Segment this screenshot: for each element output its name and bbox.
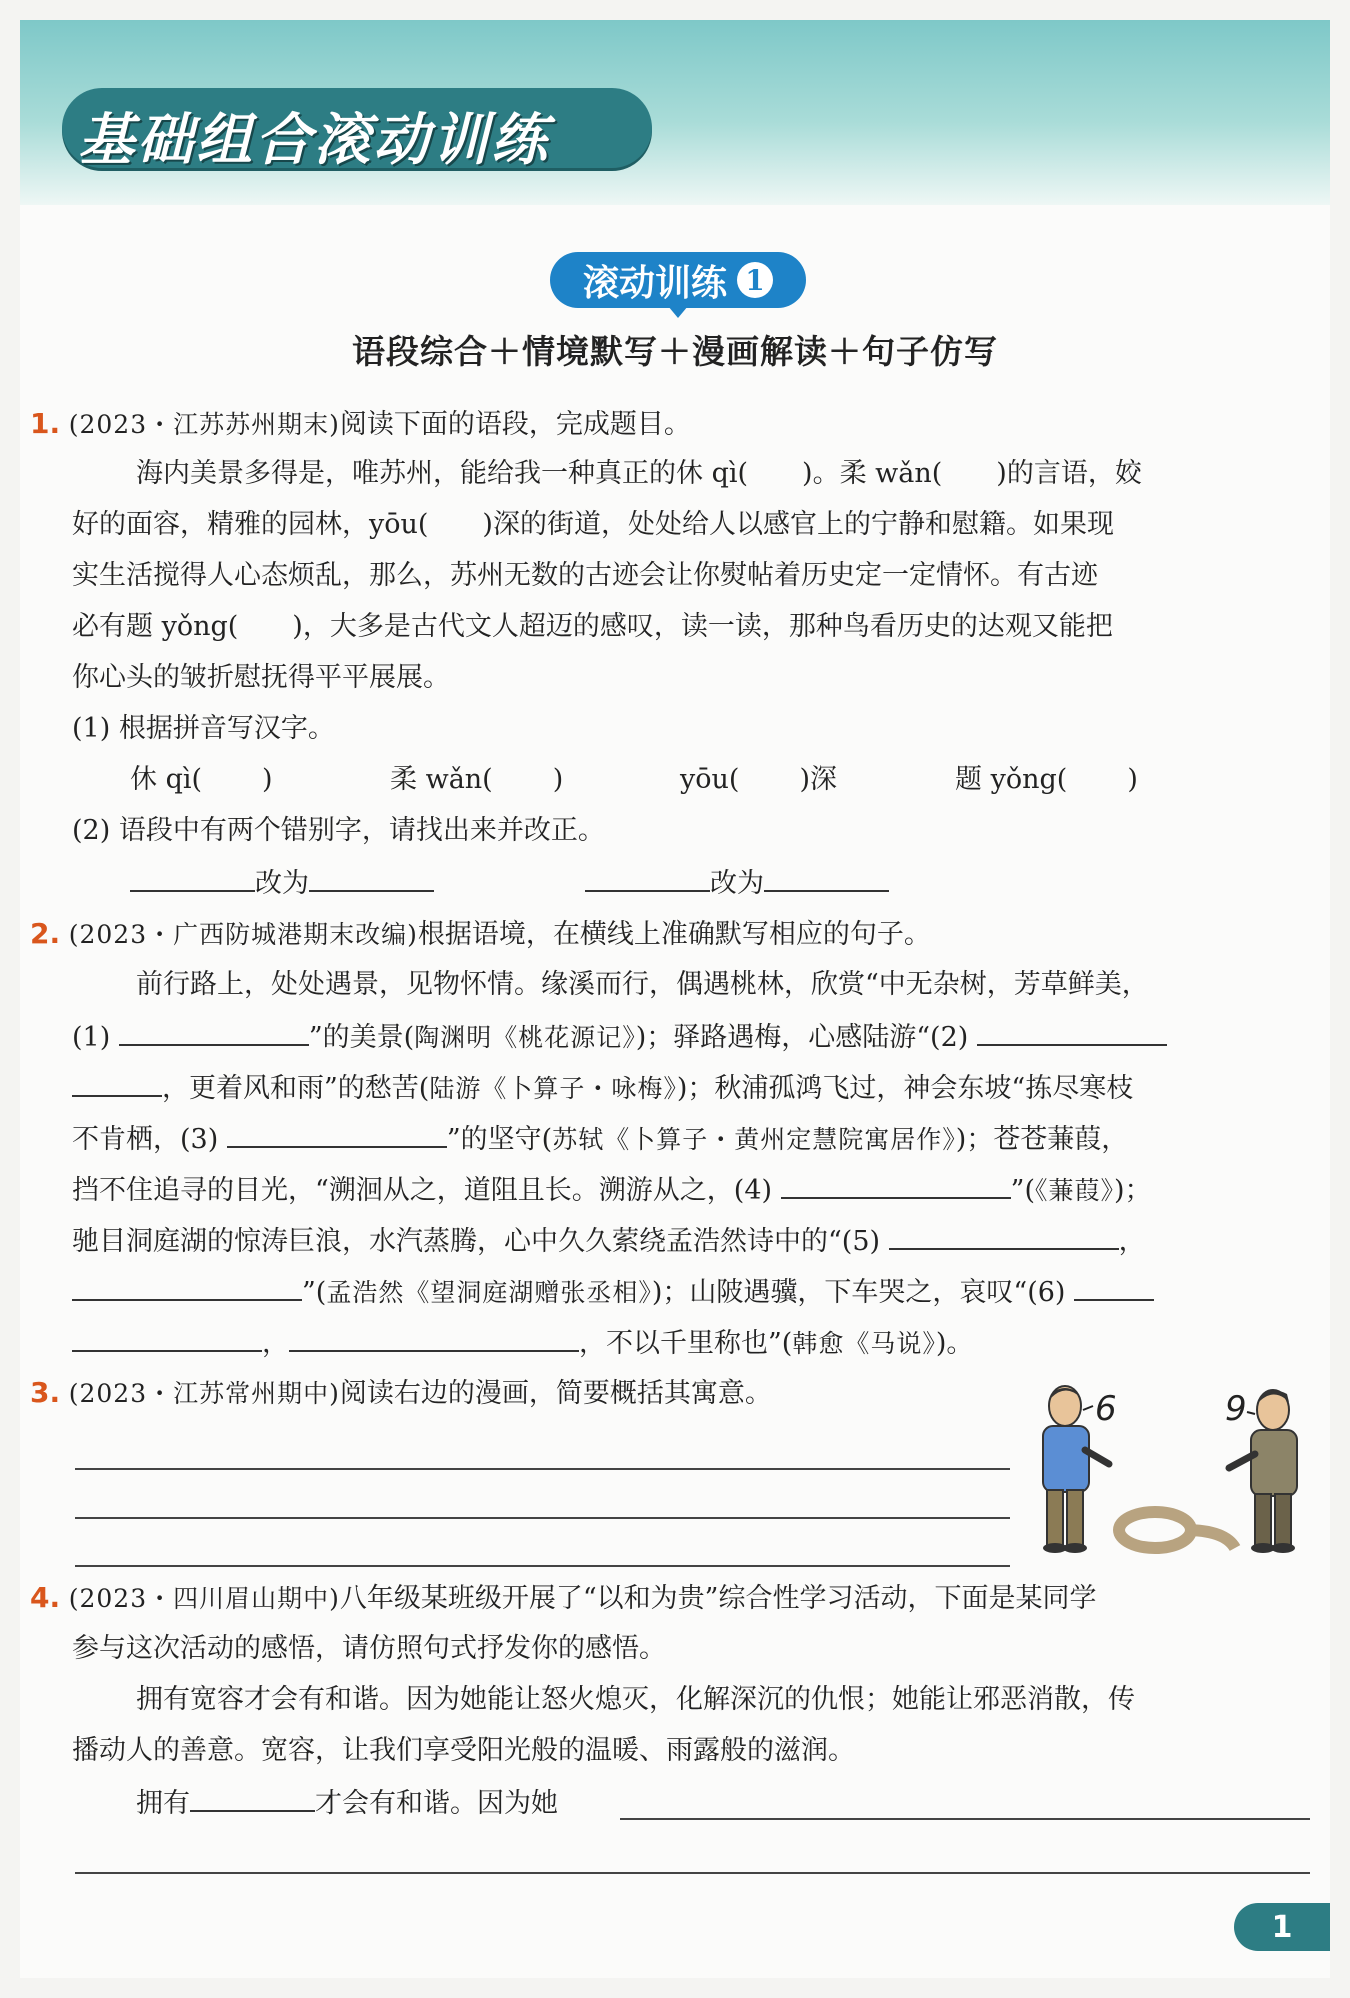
q2-text: ，	[1118, 1226, 1146, 1257]
q2-text: ”(	[302, 1277, 327, 1308]
paren-close: )	[1127, 764, 1138, 795]
q3-number: 3.	[30, 1376, 61, 1409]
unit-label: 滚动训练	[582, 261, 727, 304]
unit-number: 1	[737, 262, 773, 298]
q2-text: ，	[262, 1328, 289, 1359]
q4-fill-text: 才会有和谐。因为她	[315, 1788, 558, 1819]
q1-number: 1.	[30, 407, 61, 440]
q2-text: ”(	[1010, 1175, 1035, 1206]
q1-para-line: 海内美景多得是，唯苏州，能给我一种真正的休 qì( )。柔 wǎn( )的言语，姣	[136, 458, 1142, 489]
cartoon-right-speech: 9	[1225, 1389, 1247, 1429]
q2-text: )。	[935, 1328, 974, 1359]
change-to-label: 改为	[710, 868, 764, 899]
correction-row-1[interactable]	[130, 864, 434, 902]
q2-line	[72, 1069, 1133, 1107]
q2-citation: 《蒹葭》	[1035, 1176, 1115, 1205]
q2-text: ，更着风和雨”的愁苦(	[162, 1073, 430, 1104]
correct-char-blank[interactable]	[309, 864, 434, 892]
q2-line: 前行路上，处处遇景，见物怀情。缘溪而行，偶遇桃林，欣赏“中无杂树，芳草鲜美，	[136, 969, 1149, 1000]
dictation-blank-6a[interactable]	[1074, 1273, 1154, 1301]
q3-answer-line[interactable]	[75, 1565, 1010, 1567]
q2-text: ，不以千里称也”(	[579, 1328, 793, 1359]
q2-line	[72, 1018, 1167, 1056]
q2-line	[72, 1273, 1154, 1311]
q2-text: )；苍苍蒹葭，	[955, 1124, 1129, 1155]
wrong-char-blank[interactable]	[585, 864, 710, 892]
q2-text: )；山陂遇骥，下车哭之，哀叹“(6)	[651, 1277, 1066, 1308]
dictation-blank-4[interactable]	[781, 1171, 1011, 1199]
paren-close: )	[262, 764, 273, 795]
q4-heading	[30, 1580, 1096, 1617]
q2-text: )；驿路遇梅，心感陆游“(2)	[635, 1022, 969, 1053]
q1-source: (2023・江苏苏州期末)	[68, 410, 340, 439]
pinyin-label: 题 yǒng(	[955, 764, 1068, 795]
q1-heading	[30, 406, 691, 443]
q1-sub2: (2) 语段中有两个错别字，请找出来并改正。	[72, 815, 605, 846]
q2-line	[72, 1222, 1146, 1260]
q3-prompt: 阅读右边的漫画，简要概括其寓意。	[339, 1378, 772, 1409]
q2-prompt: 根据语境，在横线上准确默写相应的句子。	[417, 919, 931, 950]
q3-answer-line[interactable]	[75, 1517, 1010, 1519]
q3-cartoon	[1025, 1380, 1325, 1560]
q4-example: 拥有宽容才会有和谐。因为她能让怒火熄灭，化解深沉的仇恨；她能让邪恶消散，传	[136, 1684, 1135, 1715]
q1-para-line: 好的面容，精雅的园林，yōu( )深的街道，处处给人以感官上的宁静和慰籍。如果现	[72, 509, 1114, 540]
header-title: 基础组合滚动训练	[78, 108, 550, 173]
q3-answer-line[interactable]	[75, 1468, 1010, 1470]
pinyin-suffix: 深	[809, 764, 837, 795]
q2-text: ”的坚守(	[446, 1124, 553, 1155]
q2-text: 驰目洞庭湖的惊涛巨浪，水汽蒸腾，心中久久萦绕孟浩然诗中的“(5)	[72, 1226, 881, 1257]
q2-line	[72, 1120, 1128, 1158]
q4-prompt-cont: 参与这次活动的感悟，请仿照句式抒发你的感悟。	[72, 1633, 666, 1664]
dictation-blank-3[interactable]	[227, 1120, 447, 1148]
pinyin-label: 柔 wǎn(	[390, 764, 493, 795]
q2-text: )；秋浦孤鸿飞过，神会东坡“拣尽寒枝	[676, 1073, 1134, 1104]
q2-source: (2023・广西防城港期末改编)	[68, 920, 418, 949]
q2-text: 不肯栖，(3)	[72, 1124, 219, 1155]
q2-line	[72, 1171, 1152, 1209]
change-to-label: 改为	[255, 868, 309, 899]
dictation-blank-2b[interactable]	[72, 1069, 162, 1097]
cartoon-floor-number	[1119, 1512, 1191, 1548]
pinyin-blank-you[interactable]	[680, 762, 837, 798]
correction-row-2[interactable]	[585, 864, 889, 902]
q4-number: 4.	[30, 1581, 61, 1614]
pinyin-label: yōu(	[680, 764, 740, 795]
wrong-char-blank[interactable]	[130, 864, 255, 892]
pinyin-blank-wan[interactable]	[390, 762, 563, 798]
dictation-blank-5b[interactable]	[72, 1273, 302, 1301]
q2-line	[72, 1324, 973, 1362]
q2-text: 挡不住追寻的目光，“溯洄从之，道阻且长。溯游从之，(4)	[72, 1175, 773, 1206]
q3-source: (2023・江苏常州期中)	[68, 1379, 340, 1408]
q2-text: ”的美景(	[308, 1022, 415, 1053]
q4-fill-text: 拥有	[136, 1788, 190, 1819]
q4-source: (2023・四川眉山期中)	[68, 1584, 340, 1613]
q4-example: 播动人的善意。宽容，让我们享受阳光般的温暖、雨露般的滋润。	[72, 1735, 855, 1766]
paren-close: )	[552, 764, 564, 795]
correct-char-blank[interactable]	[764, 864, 889, 892]
pinyin-blank-qi[interactable]	[130, 762, 273, 798]
dictation-blank-6b[interactable]	[72, 1324, 262, 1352]
q4-fill-row	[136, 1784, 558, 1822]
q1-sub1: (1) 根据拼音写汉字。	[72, 713, 335, 744]
cartoon-left-speech: 6	[1095, 1389, 1117, 1429]
q1-para-line: 你心头的皱折慰抚得平平展展。	[72, 662, 450, 693]
q1-para-line: 实生活搅得人心态烦乱，那么，苏州无数的古迹会让你熨帖着历史定一定情怀。有古迹	[72, 560, 1098, 591]
paren-close: )	[799, 764, 810, 795]
q1-para-line: 必有题 yǒng( )，大多是古代文人超迈的感叹，读一读，那种鸟看历史的达观又能把	[72, 611, 1113, 642]
unit-subtitle: 语段综合＋情境默写＋漫画解读＋句子仿写	[352, 332, 998, 371]
pinyin-label: 休 qì(	[130, 764, 203, 795]
pinyin-blank-yong[interactable]	[955, 762, 1138, 798]
dictation-blank-6c[interactable]	[289, 1324, 579, 1352]
q2-text: )；	[1114, 1175, 1152, 1206]
q1-prompt: 阅读下面的语段，完成题目。	[339, 409, 691, 440]
q2-citation: 陶渊明《桃花源记》	[414, 1023, 636, 1052]
q2-citation: 陆游《卜算子・咏梅》	[429, 1074, 677, 1103]
q4-virtue-blank[interactable]	[190, 1784, 315, 1812]
dictation-blank-5a[interactable]	[889, 1222, 1119, 1250]
q2-number: 2.	[30, 917, 61, 950]
q2-citation: 韩愈《马说》	[792, 1329, 936, 1358]
blank-index: (1)	[72, 1022, 111, 1053]
q2-citation: 孟浩然《望洞庭湖赠张丞相》	[326, 1278, 652, 1307]
page	[20, 20, 1330, 1978]
unit-badge	[550, 252, 806, 308]
q4-answer-line[interactable]	[620, 1818, 1310, 1820]
q2-heading	[30, 916, 931, 953]
q2-citation: 苏轼《卜算子・黄州定慧院寓居作》	[552, 1125, 956, 1154]
dictation-blank-1[interactable]	[119, 1018, 309, 1046]
dictation-blank-2a[interactable]	[977, 1018, 1167, 1046]
page-number: 1	[1234, 1903, 1330, 1951]
q4-answer-line[interactable]	[75, 1872, 1310, 1874]
q4-prompt: 八年级某班级开展了“以和为贵”综合性学习活动，下面是某同学	[339, 1583, 1097, 1614]
q3-heading	[30, 1375, 772, 1412]
